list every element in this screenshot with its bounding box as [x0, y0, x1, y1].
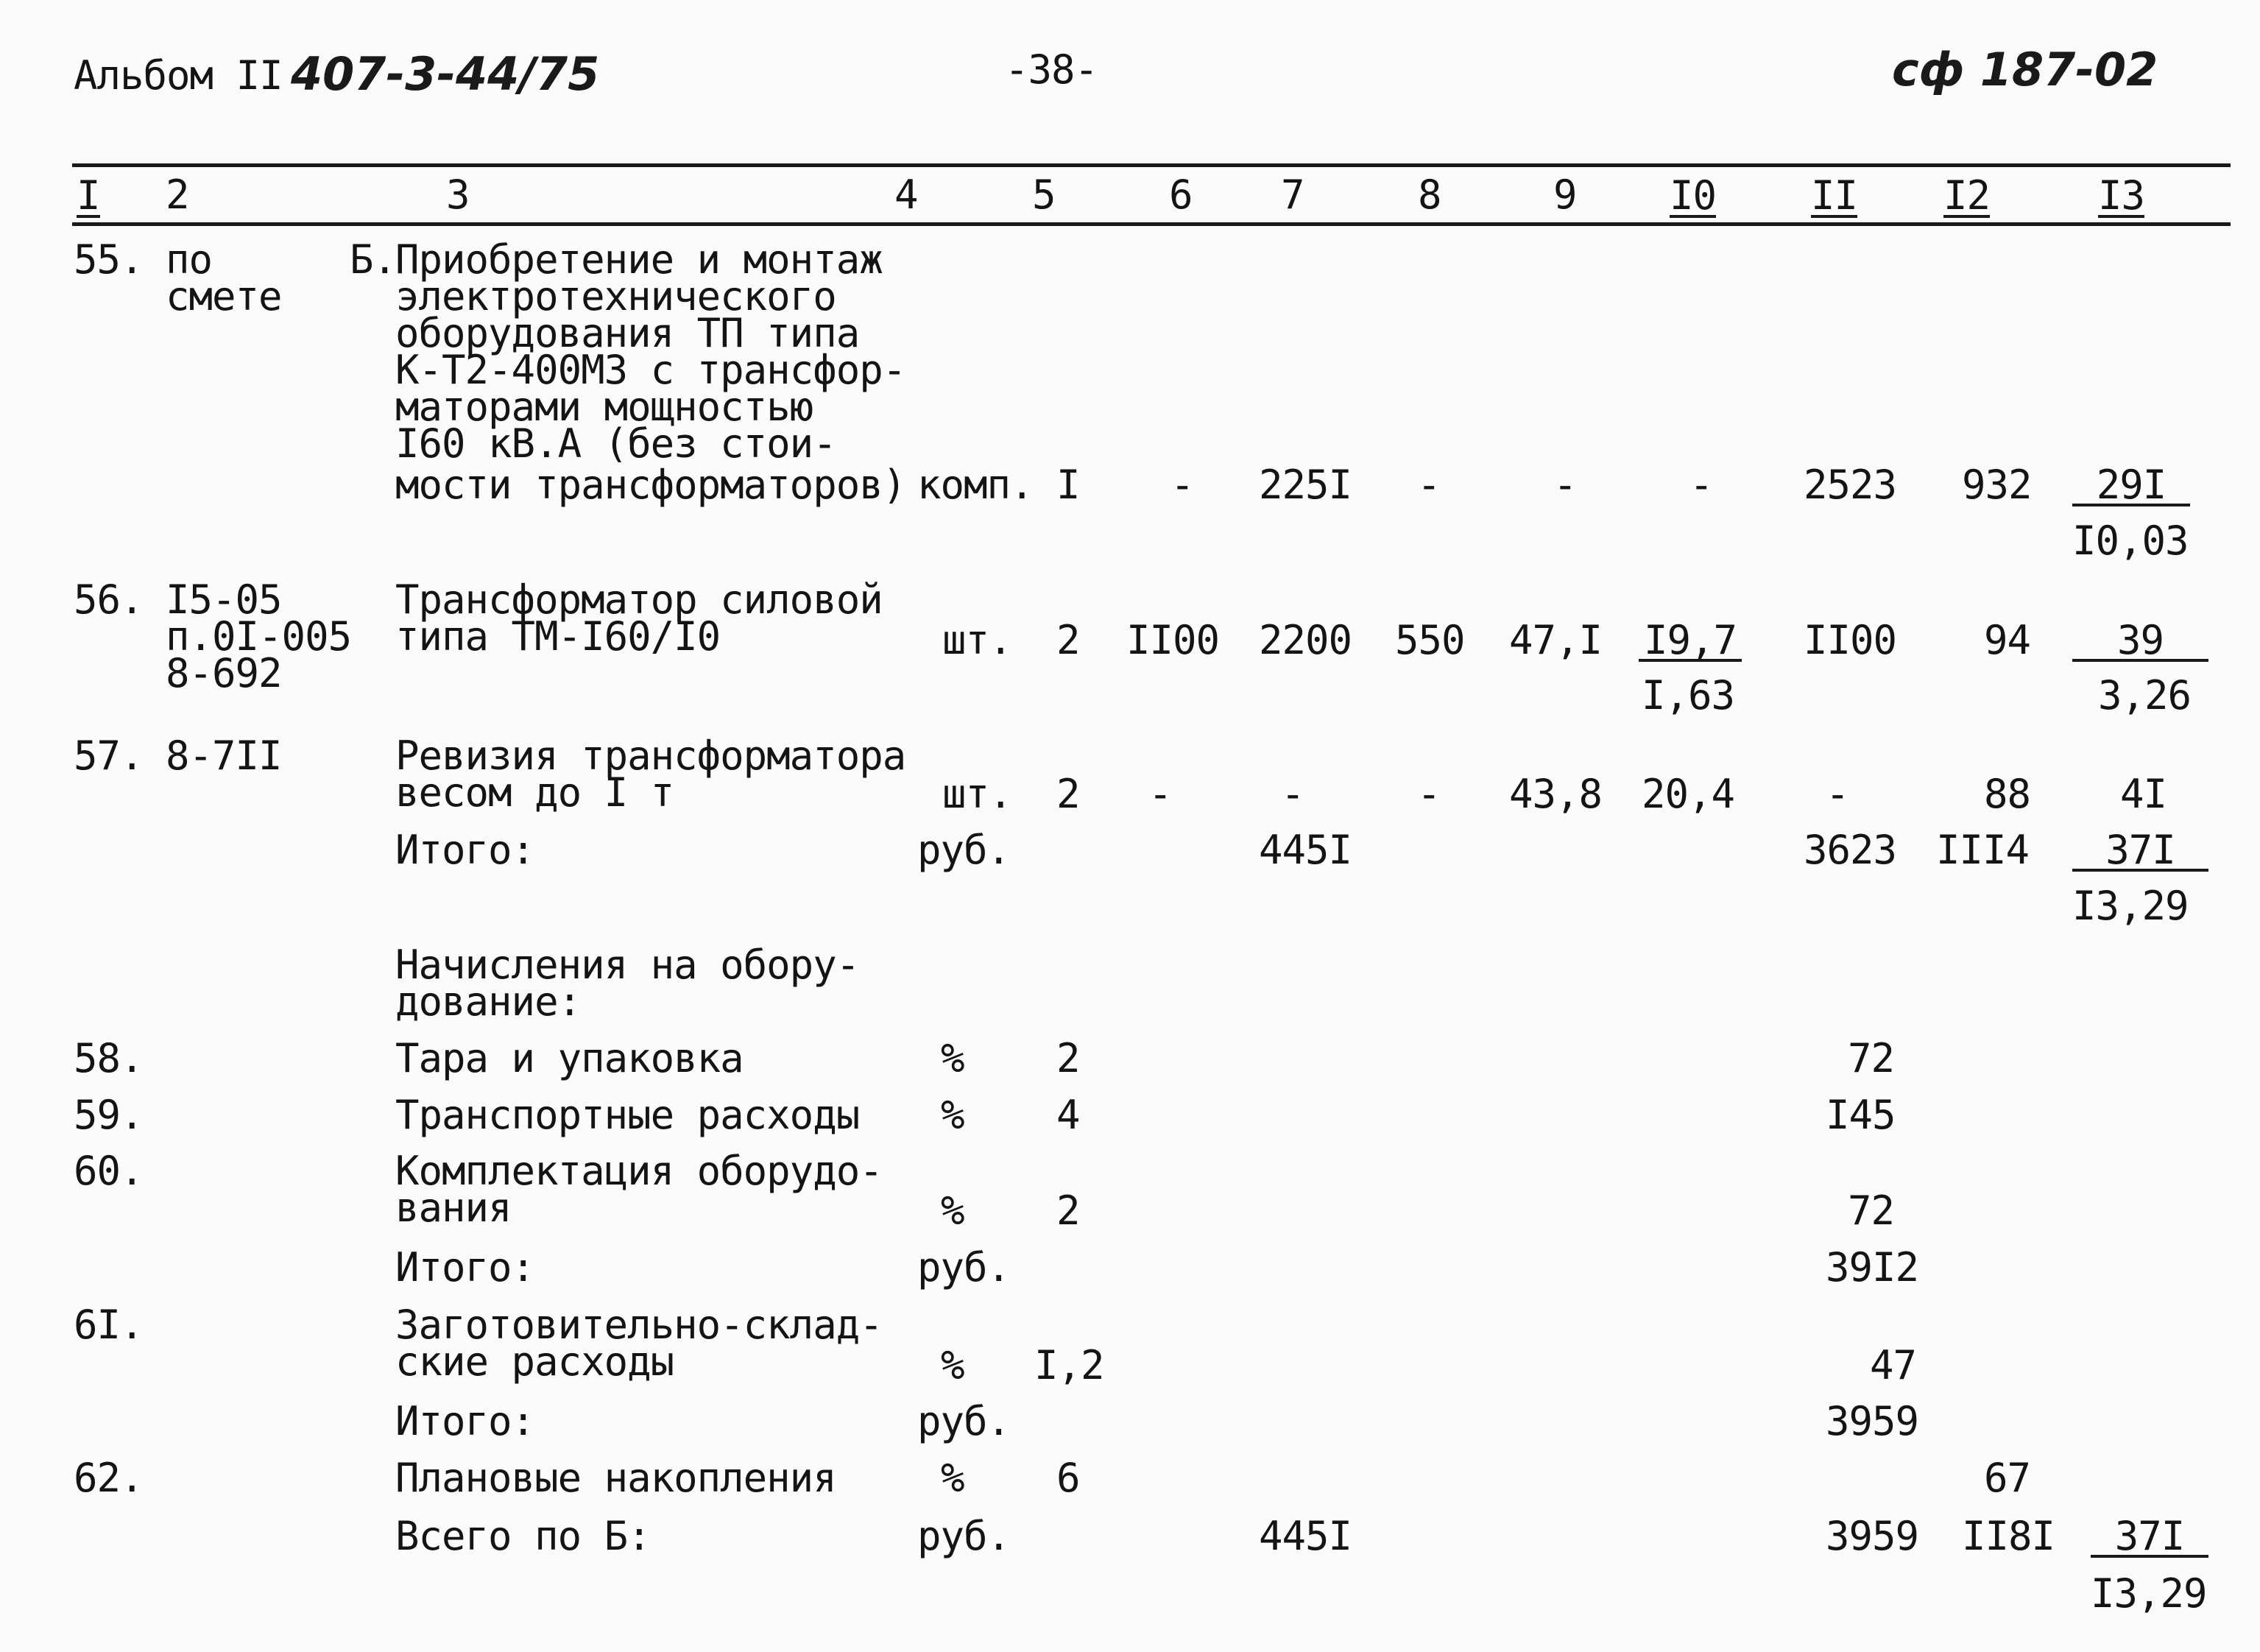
row-col7: 445I [1259, 1513, 1352, 1559]
column-header: 8 [1418, 172, 1441, 218]
row-qty: 6 [1056, 1455, 1080, 1501]
row-unit: % [941, 1035, 964, 1081]
column-header: 6 [1169, 172, 1193, 218]
row-col10-bottom: I,63 [1642, 672, 1735, 719]
column-header: I0 [1670, 172, 1717, 219]
section-prefix: Б. [350, 236, 397, 283]
row-col11: 2523 [1804, 462, 1897, 508]
row-col9: - [1553, 462, 1577, 508]
column-header: 2 [166, 172, 189, 218]
row-qty: 2 [1056, 771, 1080, 817]
column-header: II [1811, 172, 1858, 219]
row-unit: руб. [917, 1244, 1011, 1291]
row-unit: руб. [917, 1398, 1011, 1444]
row-col12: 88 [1984, 771, 2031, 817]
subtotal-label: Итого: [395, 1244, 535, 1291]
row-unit: шт. [942, 771, 1012, 817]
subtotal-label: Итого: [395, 827, 535, 873]
row-col10: - [1689, 462, 1713, 508]
row-col6: II00 [1126, 617, 1220, 663]
row-qty: 2 [1056, 1187, 1080, 1234]
row-col12: II8I [1962, 1513, 2055, 1559]
row-col7: - [1281, 771, 1304, 817]
row-col10-top: I9,7 [1639, 622, 1742, 662]
page-number: -38- [1005, 46, 1098, 93]
reference-code-handwritten: сф 187-02 [1892, 43, 2158, 96]
header-rule [72, 222, 2231, 226]
row-unit: руб. [917, 1513, 1011, 1559]
row-number: 60. [74, 1148, 144, 1194]
row-description: Тара и упаковка [395, 1035, 744, 1081]
row-description: мости трансформаторов) [395, 462, 906, 508]
row-col11: 3959 [1826, 1398, 1919, 1444]
row-number: 56. [74, 576, 144, 623]
section-heading-line: Начисления на обору- [395, 942, 860, 988]
row-ref: по [166, 236, 213, 283]
row-col12: 932 [1962, 462, 2032, 508]
row-ref: смете [166, 273, 282, 320]
row-qty: 4 [1056, 1092, 1080, 1138]
row-col8: 550 [1395, 617, 1465, 663]
row-col7: 2200 [1259, 617, 1352, 663]
row-col11: 72 [1848, 1035, 1895, 1081]
row-number: 57. [74, 733, 144, 779]
row-col11: I45 [1826, 1092, 1896, 1138]
row-col12: III4 [1936, 827, 2030, 873]
row-unit: % [941, 1187, 964, 1234]
row-col9: 47,I [1509, 617, 1603, 663]
album-label: Альбом II [74, 52, 283, 99]
row-unit: % [941, 1092, 964, 1138]
subtotal-label: Итого: [395, 1398, 535, 1444]
row-col13-top: 37I [2072, 832, 2208, 872]
row-description: весом до I т [395, 769, 674, 816]
row-ref: I5-05 [166, 576, 282, 623]
row-unit: % [941, 1342, 964, 1388]
row-description: Плановые накопления [395, 1455, 836, 1501]
row-description: вания [395, 1185, 512, 1231]
row-description: I60 кВ.А (без стои- [395, 420, 836, 467]
row-col11: 39I2 [1826, 1244, 1919, 1291]
row-description: Приобретение и монтаж [395, 236, 883, 283]
row-col6: - [1170, 462, 1194, 508]
row-number: 59. [74, 1092, 144, 1138]
row-description: ские расходы [395, 1338, 674, 1385]
row-col10: 20,4 [1642, 771, 1735, 817]
row-col13-top: 29I [2072, 467, 2190, 506]
row-col13: 4I [2120, 771, 2167, 817]
row-description: типа ТМ-I60/I0 [395, 613, 721, 660]
column-header: 3 [446, 172, 470, 218]
row-unit: % [941, 1455, 964, 1501]
row-description: электротехнического [395, 273, 836, 320]
row-col12: 94 [1984, 617, 2031, 663]
total-label: Всего по Б: [395, 1513, 651, 1559]
row-col13-bottom: I3,29 [2091, 1570, 2207, 1617]
row-col12: 67 [1984, 1455, 2031, 1501]
row-description: Ревизия трансформатора [395, 733, 906, 779]
row-ref: п.0I-005 [166, 613, 352, 660]
row-col6: - [1148, 771, 1172, 817]
row-description: оборудования ТП типа [395, 310, 860, 356]
row-col11: - [1826, 771, 1849, 817]
row-description: Трансформатор силовой [395, 576, 883, 623]
row-description: К-Т2-400М3 с трансфор- [395, 347, 906, 393]
row-number: 58. [74, 1035, 144, 1081]
row-col7: 445I [1259, 827, 1352, 873]
album-code-handwritten: 407-3-44/75 [291, 47, 600, 101]
row-number: 6I. [74, 1302, 144, 1348]
row-ref: 8-7II [166, 733, 282, 779]
row-col11: 3623 [1804, 827, 1897, 873]
row-description: маторами мощностью [395, 384, 813, 430]
column-header: I2 [1943, 172, 1991, 219]
row-col13-top: 37I [2091, 1518, 2208, 1558]
row-col13-bottom: I0,03 [2072, 518, 2189, 564]
row-qty: I [1056, 462, 1080, 508]
row-col13-bottom: I3,29 [2072, 883, 2189, 929]
row-unit: комп. [917, 462, 1034, 508]
column-header: I [77, 172, 100, 219]
row-col11: 3959 [1826, 1513, 1919, 1559]
row-col13-bottom: 3,26 [2098, 672, 2192, 719]
row-col11: 72 [1848, 1187, 1895, 1234]
row-qty: I,2 [1034, 1342, 1104, 1388]
column-header: I3 [2098, 172, 2145, 219]
row-ref: 8-692 [166, 650, 282, 696]
row-unit: руб. [917, 827, 1011, 873]
row-number: 55. [74, 236, 144, 283]
top-rule [72, 163, 2231, 167]
row-qty: 2 [1056, 617, 1080, 663]
row-col11: 47 [1870, 1342, 1917, 1388]
row-number: 62. [74, 1455, 144, 1501]
row-col8: - [1417, 771, 1441, 817]
row-description: Заготовительно-склад- [395, 1302, 883, 1348]
column-header: 7 [1281, 172, 1304, 218]
row-col7: 225I [1259, 462, 1352, 508]
row-qty: 2 [1056, 1035, 1080, 1081]
column-header: 4 [894, 172, 918, 218]
row-col8: - [1417, 462, 1441, 508]
row-col11: II00 [1804, 617, 1897, 663]
column-header: 9 [1553, 172, 1577, 218]
row-col13-top: 39 [2072, 622, 2208, 662]
section-heading-line: дование: [395, 978, 582, 1025]
row-col9: 43,8 [1509, 771, 1603, 817]
row-unit: шт. [942, 617, 1012, 663]
column-header: 5 [1032, 172, 1056, 218]
row-description: Комплектация оборудо- [395, 1148, 883, 1194]
row-description: Транспортные расходы [395, 1092, 860, 1138]
